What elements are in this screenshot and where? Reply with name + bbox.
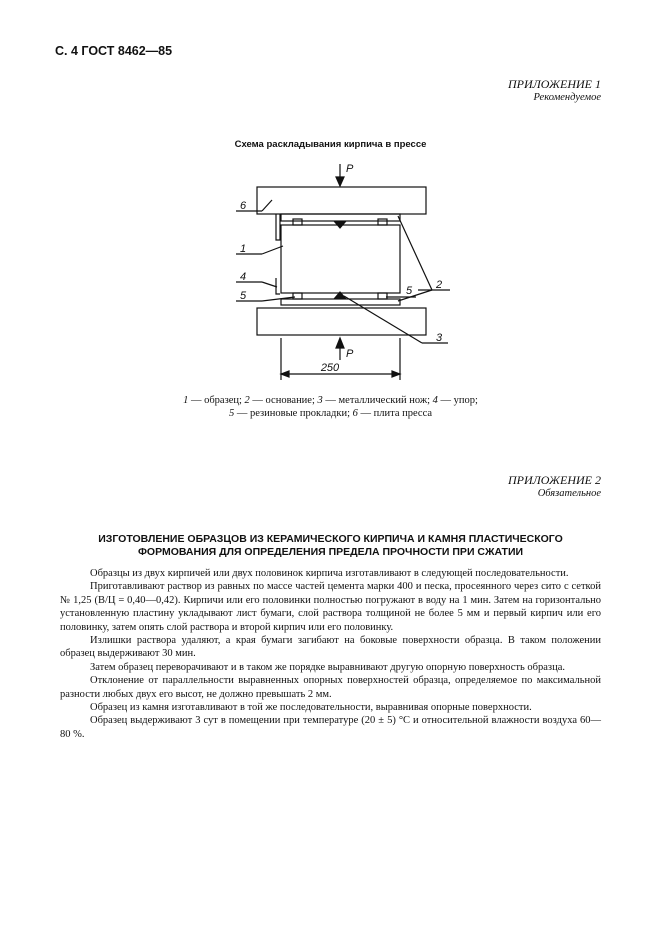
legend-num-5: 5 <box>228 408 235 419</box>
paragraph: Образец из камня изготавливают в той же последовательности, выравнивая опорные поверхности. <box>90 702 532 714</box>
appendix-2-heading <box>508 474 601 500</box>
specimen <box>281 225 400 293</box>
paragraph: Образец выдерживают 3 сут в помещении при температуре (20 ± 5) °С и относительной влажности воздуха 60—80 %. <box>60 715 601 740</box>
callout-3: 3 <box>436 332 443 344</box>
callout-5-right: 5 <box>406 285 413 297</box>
appendix-2-label: ПРИЛОЖЕНИЕ 2 <box>508 473 601 487</box>
page-header: С. 4 ГОСТ 8462—85 <box>55 44 173 58</box>
callout-1: 1 <box>240 243 247 255</box>
legend-num-4: 4 <box>432 395 438 406</box>
leader-2-bottom <box>398 290 432 301</box>
paragraph: Излишки раствора удаляют, а края бумаги загибают на боковые поверхности образца. В таком положении образец выдерживают 30 мин. <box>60 635 601 660</box>
paragraph: Отклонение от параллельности выравненных опорных поверхностей образца, определяемое по максимальной разности любых двух его высот, не должно превышать 2 мм. <box>60 675 601 700</box>
appendix-1-label: ПРИЛОЖЕНИЕ 1 <box>508 77 601 91</box>
dimension-arrow-right <box>392 371 400 377</box>
body-text <box>60 567 601 741</box>
appendix-2-status: Обязательное <box>537 488 601 499</box>
legend-text-1: — образец; <box>188 395 245 406</box>
top-force-arrowhead <box>336 177 344 186</box>
leader-4-diag <box>262 282 277 287</box>
leader-3 <box>344 296 422 343</box>
legend-num-1: 1 <box>183 395 189 406</box>
bottom-base <box>281 299 400 305</box>
leader-6-diag <box>262 200 272 211</box>
paragraph: Затем образец переворачивают и в таком же порядке выравнивают другую опорную поверхность образца. <box>90 661 565 673</box>
section-title <box>60 533 601 559</box>
bottom-press-plate <box>257 308 426 335</box>
leader-1-diag <box>262 246 283 254</box>
top-rubber-pad-right <box>378 219 387 225</box>
legend-num-2: 2 <box>244 395 250 406</box>
legend-num-3: 3 <box>317 395 323 406</box>
section-title-line-1: ИЗГОТОВЛЕНИЕ ОБРАЗЦОВ ИЗ КЕРАМИЧЕСКОГО КИРПИЧА И КАМНЯ ПЛАСТИЧЕСКОГО <box>98 533 563 545</box>
legend-text-5: — резиновые прокладки; <box>234 408 353 419</box>
top-base <box>281 214 400 221</box>
dimension-arrow-left <box>281 371 289 377</box>
top-rubber-pad-left <box>293 219 302 225</box>
callout-5-left: 5 <box>240 290 247 302</box>
callout-4: 4 <box>240 271 247 283</box>
leader-2-top <box>398 216 432 290</box>
force-label-bottom: P <box>346 348 354 360</box>
bottom-stop <box>276 278 280 294</box>
callout-2: 2 <box>436 279 443 291</box>
legend-text-3: — металлический нож; <box>322 395 433 406</box>
legend-line-1 <box>0 394 661 407</box>
press-scheme-diagram <box>0 0 661 392</box>
force-label-top: P <box>346 163 354 175</box>
callout-6: 6 <box>240 200 247 212</box>
legend-text-6: — плита пресса <box>357 408 433 419</box>
bottom-rubber-pad-left <box>293 293 302 299</box>
legend-text-2: — основание; <box>249 395 318 406</box>
bottom-force-arrowhead <box>336 338 344 348</box>
scheme-title: Схема раскладывания кирпича в прессе <box>234 139 427 150</box>
paragraph: Приготавливают раствор из равных по массе частей цемента марки 400 и песка, просеянного через сито с сеткой № 1,25 (В/Ц = 0,40—0,42). Кирпичи или его половинки полностью погружают в воду на 1 мин. Затем на горизонтально установленную пластину укладывают лист бумаги, слой раствора толщиной не более 5 мм и первый кирпич или его половинку, затем опять слой раствора и второй кирпич или его половинку. <box>60 581 601 633</box>
legend-num-6: 6 <box>352 408 358 419</box>
top-press-plate <box>257 187 426 214</box>
top-stop <box>276 214 280 240</box>
dimension-value: 250 <box>320 362 340 374</box>
legend-text-4: — упор; <box>437 395 478 406</box>
legend-line-2 <box>0 407 661 420</box>
appendix-1-status: Рекомендуемое <box>533 92 601 103</box>
scheme-legend <box>0 394 661 420</box>
paragraph: Образцы из двух кирпичей или двух половинок кирпича изготавливают в следующей последовательности. <box>90 568 569 579</box>
bottom-rubber-pad-right <box>378 293 387 299</box>
section-title-line-2: ФОРМОВАНИЯ ДЛЯ ОПРЕДЕЛЕНИЯ ПРЕДЕЛА ПРОЧНОСТИ ПРИ СЖАТИИ <box>137 546 524 558</box>
